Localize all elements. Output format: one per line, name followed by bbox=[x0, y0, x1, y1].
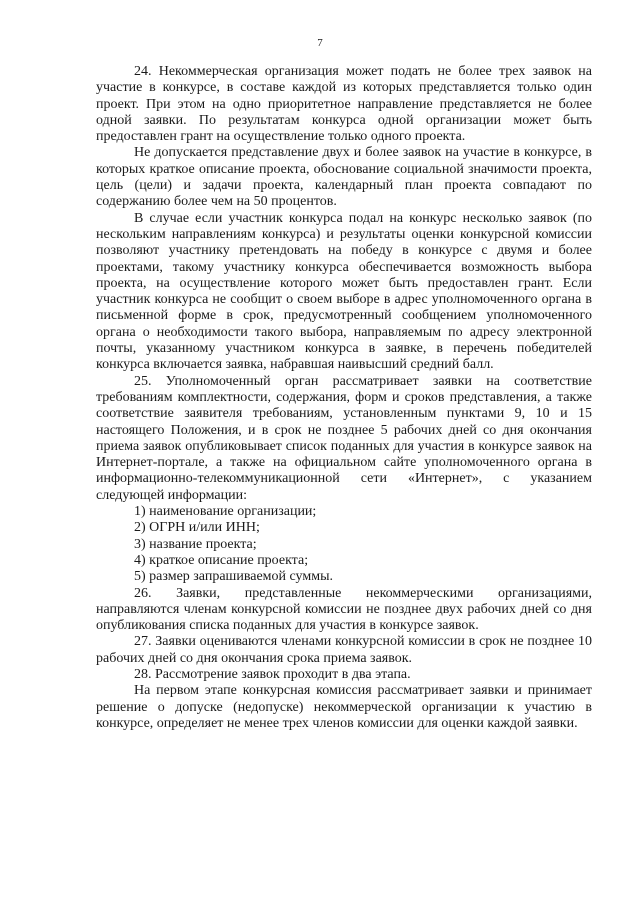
list-item: 5) размер запрашиваемой суммы. bbox=[134, 569, 333, 585]
paragraph-27: 27. Заявки оцениваются членами конкурсной комиссии в срок не позднее 10 рабочих дней со дня окончания срока приема заявок. bbox=[96, 634, 592, 666]
list-item: 1) наименование организации; bbox=[134, 504, 317, 520]
list-item: 4) краткое описание проекта; bbox=[134, 552, 309, 568]
document-body bbox=[96, 64, 592, 732]
paragraph-first-stage: На первом этапе конкурсная комиссия рассматривает заявки и принимает решение о допуске (недопуске) некоммерческой организации к участию в конкурсе, определяет не менее трех членов комиссии для оценки каждой заявки. bbox=[96, 683, 592, 731]
paragraph-24: 24. Некоммерческая организация может подать не более трех заявок на участие в конкурсе, в составе каждой из которых представляется только один проект. При этом на одно приоритетное направление представляется не более одной заявки. По результатам конкурса одной организации может быть предоставлен грант на осуществление только одного проекта. bbox=[96, 64, 592, 145]
list-item: 2) ОГРН и/или ИНН; bbox=[134, 520, 260, 536]
paragraph-multiple-applications: В случае если участник конкурса подал на конкурс несколько заявок (по нескольким направлениям конкурса) и результаты оценки конкурсной комиссии позволяют участнику претендовать на победу в конкурсе с двумя и более проектами, такому участнику конкурса обеспечивается возможность выбора проекта, на осуществление которого может быть предоставлен грант. Если участник конкурса не сообщит о своем выборе в адрес уполномоченного органа в письменной форме в срок, предусмотренный сообщением уполномоченного органа о необходимости такого выбора, направляемым по адресу электронной почты, указанному участником конкурса в заявке, в перечень победителей конкурса включается заявка, набравшая наивысший средний балл. bbox=[96, 210, 592, 373]
list-item: 3) название проекта; bbox=[134, 536, 257, 552]
paragraph-25: 25. Уполномоченный орган рассматривает заявки на соответствие требованиям комплектности, содержания, форм и сроков представления, а также соответствие заявителя требованиям, установленным пунктами 9, 10 и 15 настоящего Положения, и в срок не позднее 5 рабочих дней со дня окончания приема заявок опубликовывает список поданных для участия в конкурсе заявок на Интернет-портале, а также на официальном сайте уполномоченного органа в информационно-телекоммуникационной сети «Интернет», с указанием следующей информации: bbox=[96, 373, 592, 503]
page-number: 7 bbox=[317, 37, 323, 49]
paragraph-28: 28. Рассмотрение заявок проходит в два этапа. bbox=[134, 666, 411, 682]
paragraph-26: 26. Заявки, представленные некоммерческими организациями, направляются членам конкурсной комиссии не позднее двух рабочих дней со дня опубликования списка поданных для участия в конкурсе заявок. bbox=[96, 585, 592, 634]
paragraph-duplicate-rule: Не допускается представление двух и более заявок на участие в конкурсе, в которых краткое описание проекта, обоснование социальной значимости проекта, цель (цели) и задачи проекта, календарный план проекта совпадают по содержанию более чем на 50 процентов. bbox=[96, 145, 592, 210]
